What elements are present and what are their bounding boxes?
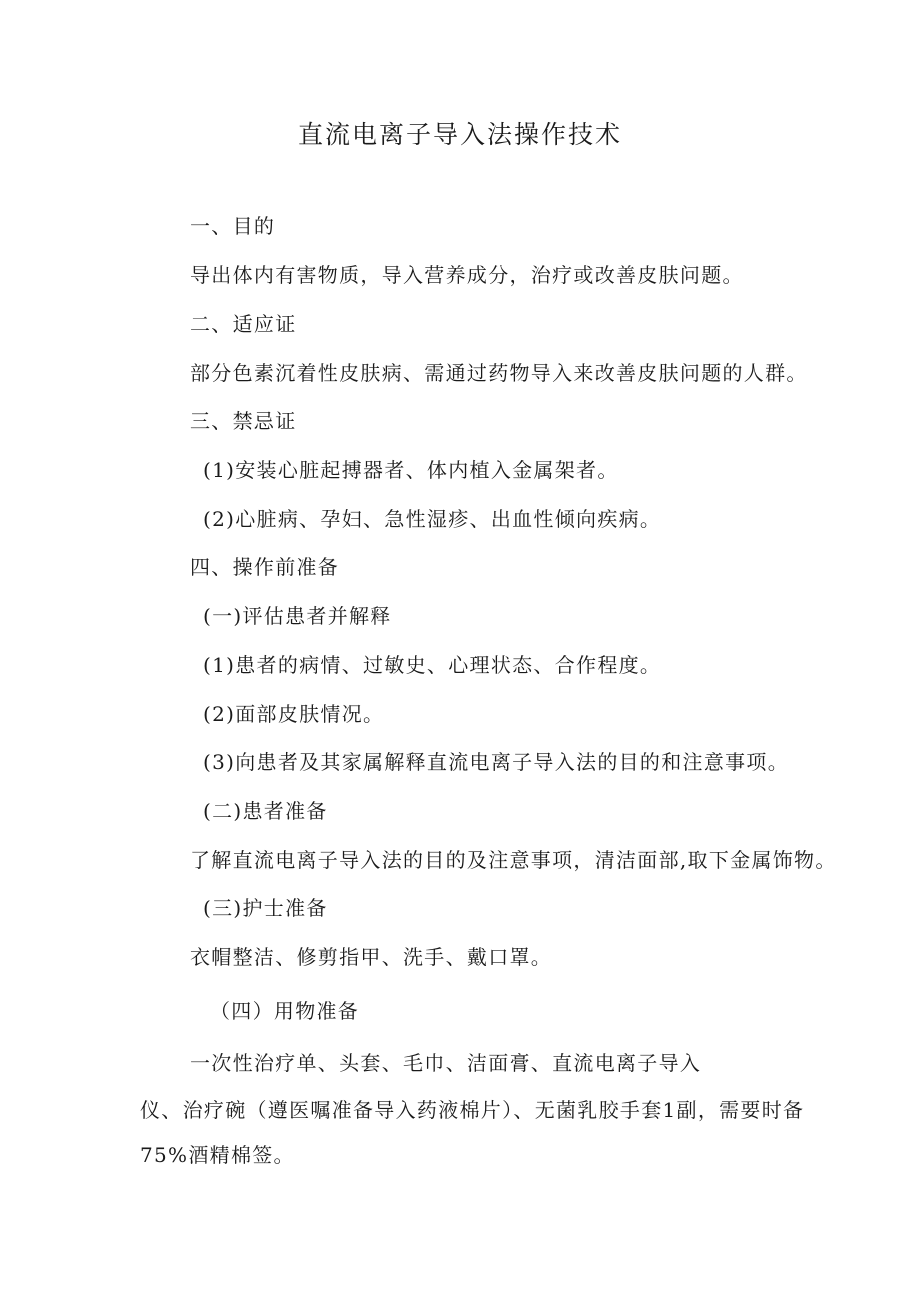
nurse-prep-text: 衣帽整洁、修剪指甲、洗手、戴口罩。 <box>190 945 553 969</box>
indications-text: 部分色素沉着性皮肤病、需通过药物导入来改善皮肤问题的人群。 <box>190 361 808 385</box>
section-heading-purpose: 一、目的 <box>190 214 276 238</box>
contraindication-item-2: (2)心脏病、孕妇、急性湿疹、出血性倾向疾病。 <box>203 507 662 531</box>
subsection-heading-assessment: (一)评估患者并解释 <box>203 604 392 628</box>
section-heading-preparation: 四、操作前准备 <box>190 555 340 579</box>
supplies-text-line-2: 仪、治疗碗（遵医嘱准备导入药液棉片）、无菌乳胶手套1副，需要时备 <box>140 1098 805 1122</box>
purpose-text: 导出体内有害物质，导入营养成分，治疗或改善皮肤问题。 <box>190 263 744 287</box>
subsection-heading-patient-prep: (二)患者准备 <box>203 799 328 823</box>
section-heading-contraindications: 三、禁忌证 <box>190 409 297 433</box>
subsection-heading-supplies: （四）用物准备 <box>210 999 360 1023</box>
document-title: 直流电离子导入法操作技术 <box>297 120 622 149</box>
subsection-heading-nurse-prep: (三)护士准备 <box>203 896 328 920</box>
supplies-text-line-1: 一次性治疗单、头套、毛巾、洁面膏、直流电离子导入 <box>190 1051 702 1075</box>
contraindication-item-1: (1)安装心脏起搏器者、体内植入金属架者。 <box>203 458 619 482</box>
assessment-item-3: (3)向患者及其家属解释直流电离子导入法的目的和注意事项。 <box>203 750 790 774</box>
assessment-item-2: (2)面部皮肤情况。 <box>203 702 385 726</box>
section-heading-indications: 二、适应证 <box>190 312 297 336</box>
patient-prep-text: 了解直流电离子导入法的目的及注意事项，清洁面部,取下金属饰物。 <box>190 848 837 872</box>
supplies-text-line-3: 75%酒精棉签。 <box>140 1143 295 1167</box>
assessment-item-1: (1)患者的病情、过敏史、心理状态、合作程度。 <box>203 653 662 677</box>
